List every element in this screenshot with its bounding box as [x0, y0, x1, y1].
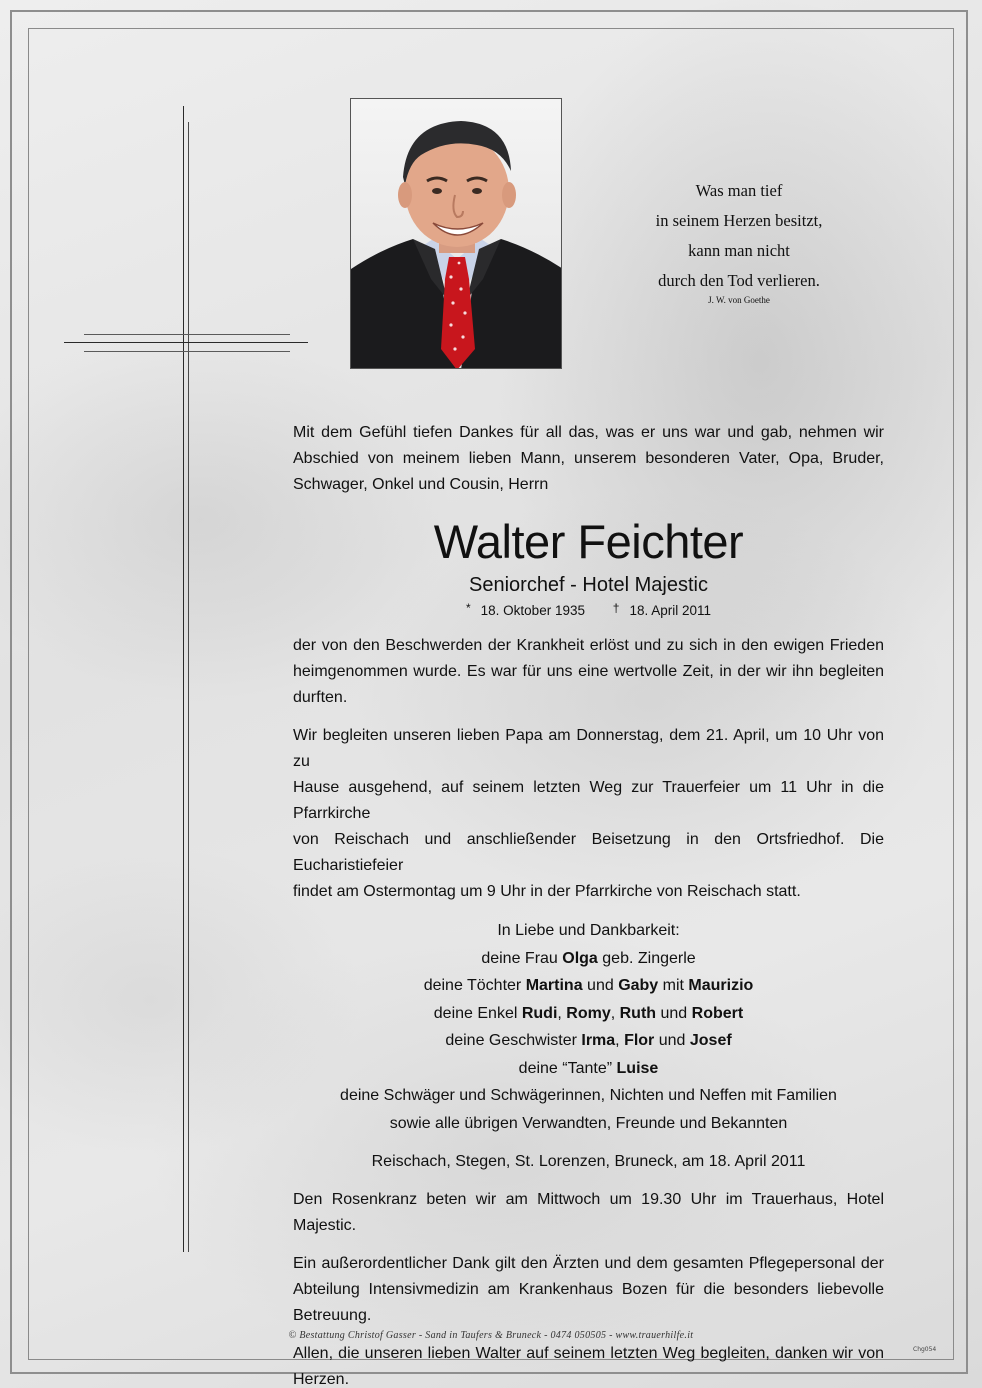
- mourner-siblings: deine Geschwister Irma, Flor und Josef: [445, 1032, 732, 1049]
- quote-author: J. W. von Goethe: [708, 295, 770, 305]
- rosary-note: Den Rosenkranz beten wir am Mittwoch um 19.30 Uhr im Trauerhaus, Hotel Majestic.: [293, 1191, 884, 1234]
- mourner-aunt: deine “Tante” Luise: [518, 1059, 659, 1077]
- text-line: Hause ausgehend, auf seinem letzten Weg zur Trauerfeier um 11 Uhr in die Pfarrkirche: [293, 779, 884, 822]
- birth-symbol: *: [465, 601, 471, 615]
- text-line: Ein außerordentlicher Dank gilt den Ärzten und dem gesamten Pflegepersonal der: [293, 1255, 884, 1272]
- thanks-paragraph: [293, 1251, 884, 1329]
- paragraph-peace: [293, 633, 884, 711]
- text-line: findet am Ostermontag um 9 Uhr in der Pfarrkirche von Reischach statt.: [293, 883, 801, 900]
- text-line: der von den Beschwerden der Krankheit erlöst und zu sich in den ewigen Frieden: [293, 637, 884, 654]
- text-line: Abschied von meinem lieben Mann, unserem besonderen Vater, Opa, Bruder,: [293, 450, 884, 467]
- quote-line: kann man nicht: [688, 241, 790, 260]
- text-line: Herzen.: [293, 1371, 350, 1388]
- text-line: Allen, die unseren lieben Walter auf seinem letzten Weg begleiten, danken wir von: [293, 1345, 884, 1362]
- text-line: Schwager, Onkel und Cousin, Herrn: [293, 476, 549, 493]
- text-line: heimgenommen wurde. Es war für uns eine wertvolle Zeit, in der wir ihn begleiten durften.: [293, 663, 884, 706]
- deceased-name: Walter Feichter: [433, 515, 744, 568]
- mourners-list: [293, 917, 884, 1137]
- quote-line: in seinem Herzen besitzt,: [655, 211, 823, 230]
- deceased-role: Seniorchef - Hotel Majestic: [469, 574, 708, 596]
- obituary-text: [293, 420, 884, 1388]
- mourner-grandchildren: deine Enkel Rudi, Romy, Ruth und Robert: [433, 1004, 744, 1022]
- place-and-date: Reischach, Stegen, St. Lorenzen, Bruneck, am 18. April 2011: [371, 1153, 806, 1170]
- quote-line: durch den Tod verlieren.: [658, 271, 820, 290]
- text-line: von Reischach und anschließender Beisetzung in den Ortsfriedhof. Die Eucharistiefeier: [293, 831, 884, 874]
- portrait-photo: [350, 98, 562, 369]
- text-line: Mit dem Gefühl tiefen Dankes für all das, was er uns war und gab, nehmen wir: [293, 424, 884, 441]
- mourners-heading: In Liebe und Dankbarkeit:: [497, 922, 680, 939]
- text-line: Abteilung Intensivmedizin am Krankenhaus Bozen für die besonders liebevolle Betreuung.: [293, 1281, 884, 1324]
- life-dates: [293, 601, 884, 621]
- birth-date: 18. Oktober 1935: [480, 603, 585, 618]
- funeral-home-footer: © Bestattung Christof Gasser - Sand in Taufers & Bruneck - 0474 050505 - www.trauerhilfe.it: [288, 1330, 694, 1341]
- paragraph-funeral: [293, 723, 884, 905]
- goethe-quote: [604, 176, 874, 306]
- document-code: Chg054: [913, 1346, 937, 1353]
- mourner-inlaws: deine Schwäger und Schwägerinnen, Nichten und Neffen mit Familien: [340, 1087, 837, 1104]
- intro-paragraph: [293, 420, 884, 498]
- closing-paragraph: [293, 1341, 884, 1388]
- mourner-daughters: deine Töchter Martina und Gaby mit Maurizio: [423, 977, 754, 994]
- death-date: 18. April 2011: [629, 603, 711, 618]
- portrait-illustration: [351, 99, 562, 369]
- mourner-others: sowie alle übrigen Verwandten, Freunde und Bekannten: [389, 1114, 788, 1132]
- mourner-wife: deine Frau Olga geb. Zingerle: [481, 949, 696, 967]
- text-line: Wir begleiten unseren lieben Papa am Donnerstag, dem 21. April, um 10 Uhr von zu: [293, 727, 884, 770]
- death-cross-symbol: †: [612, 601, 620, 615]
- quote-line: Was man tief: [695, 181, 783, 200]
